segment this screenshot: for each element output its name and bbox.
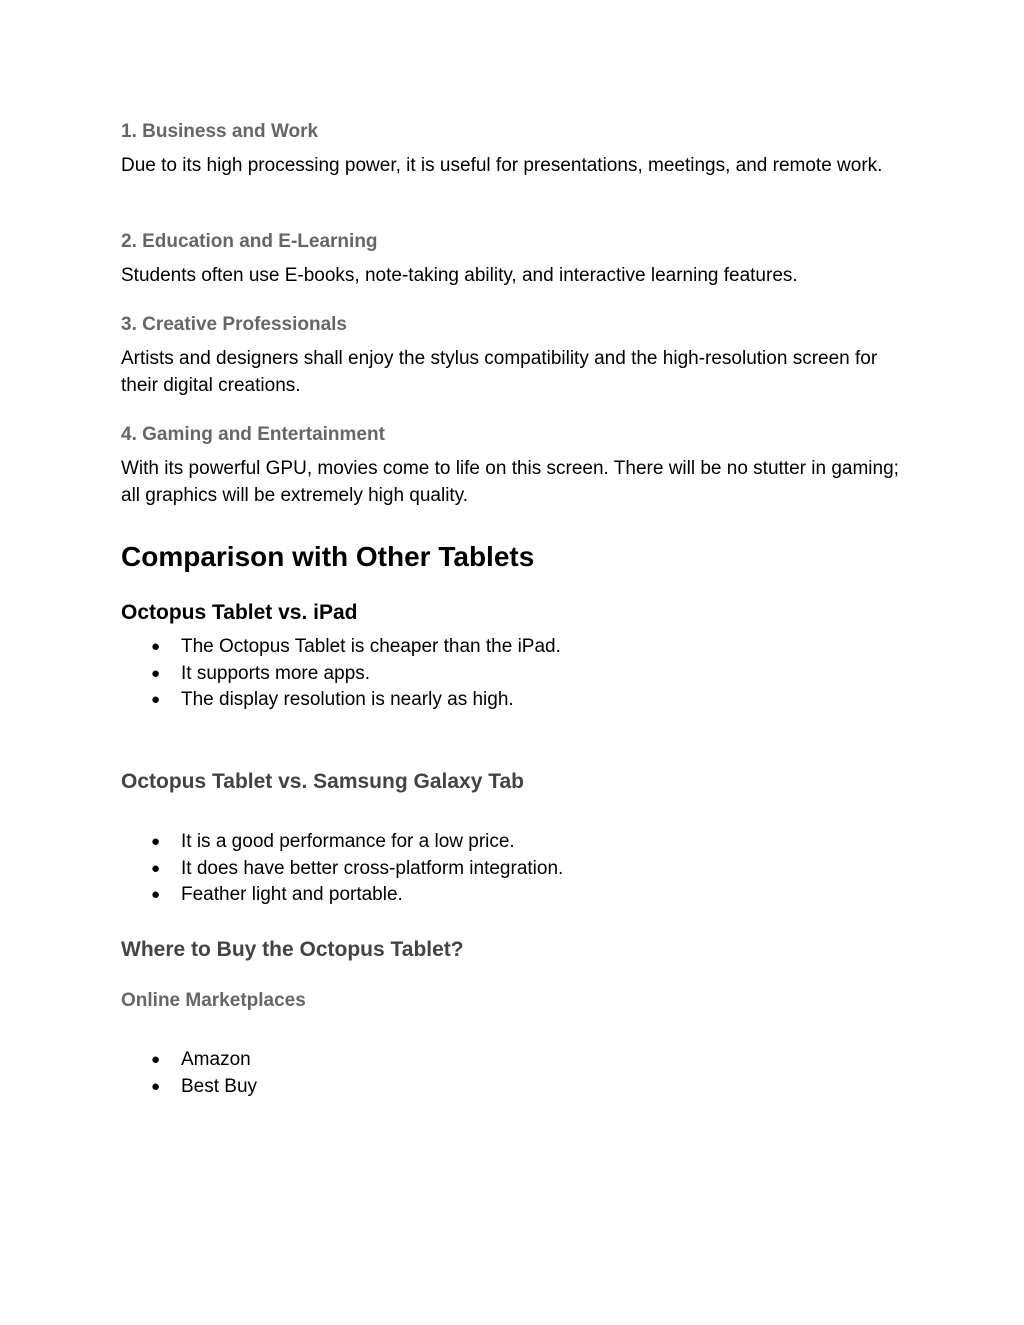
bullet-icon: ●: [151, 859, 161, 877]
use-case-text-business: Due to its high processing power, it is useful for presentations, meetings, and remote work.: [121, 155, 883, 176]
bullet-icon: ●: [151, 833, 161, 850]
comparison-title: Comparison with Other Tablets: [121, 541, 535, 572]
use-case-text-education: Students often use E-books, note-taking ability, and interactive learning features.: [121, 265, 798, 286]
list-item: ● The display resolution is nearly as high.: [121, 687, 561, 714]
bullet-icon: ●: [151, 886, 161, 903]
use-case-heading-education: 2. Education and E-Learning: [121, 231, 378, 252]
ipad-comparison-heading: Octopus Tablet vs. iPad: [121, 601, 358, 624]
list-item: ● Feather light and portable.: [121, 882, 563, 909]
bullet-icon: ●: [151, 664, 161, 682]
bullet-icon: ●: [151, 1051, 161, 1068]
where-to-buy-heading: Where to Buy the Octopus Tablet?: [121, 938, 464, 961]
list-item: ● Best Buy: [121, 1074, 257, 1101]
use-case-heading-gaming: 4. Gaming and Entertainment: [121, 424, 385, 445]
samsung-comparison-heading: Octopus Tablet vs. Samsung Galaxy Tab: [121, 770, 524, 793]
use-case-text-creative: Artists and designers shall enjoy the stylus compatibility and the high-resolution screen for their digital creations.: [121, 348, 878, 396]
online-marketplaces-list: [121, 1047, 257, 1100]
ipad-comparison-list: [121, 634, 561, 714]
bullet-icon: ●: [151, 691, 161, 708]
list-item: ● The Octopus Tablet is cheaper than the iPad.: [121, 634, 561, 661]
bullet-icon: ●: [151, 638, 161, 655]
use-case-heading-business: 1. Business and Work: [121, 121, 319, 142]
list-item: ● Amazon: [121, 1047, 257, 1074]
list-item: ● It is a good performance for a low price.: [121, 829, 563, 856]
use-case-heading-creative: 3. Creative Professionals: [121, 314, 347, 335]
use-case-text-gaming: With its powerful GPU, movies come to life on this screen. There will be no stutter in gaming; all graphics will be extremely high quality.: [121, 458, 899, 506]
samsung-comparison-list: [121, 829, 563, 909]
bullet-icon: ●: [151, 1077, 161, 1095]
online-marketplaces-heading: Online Marketplaces: [121, 990, 306, 1011]
list-item: ● It supports more apps.: [121, 661, 561, 688]
list-item: ● It does have better cross-platform integration.: [121, 856, 563, 883]
